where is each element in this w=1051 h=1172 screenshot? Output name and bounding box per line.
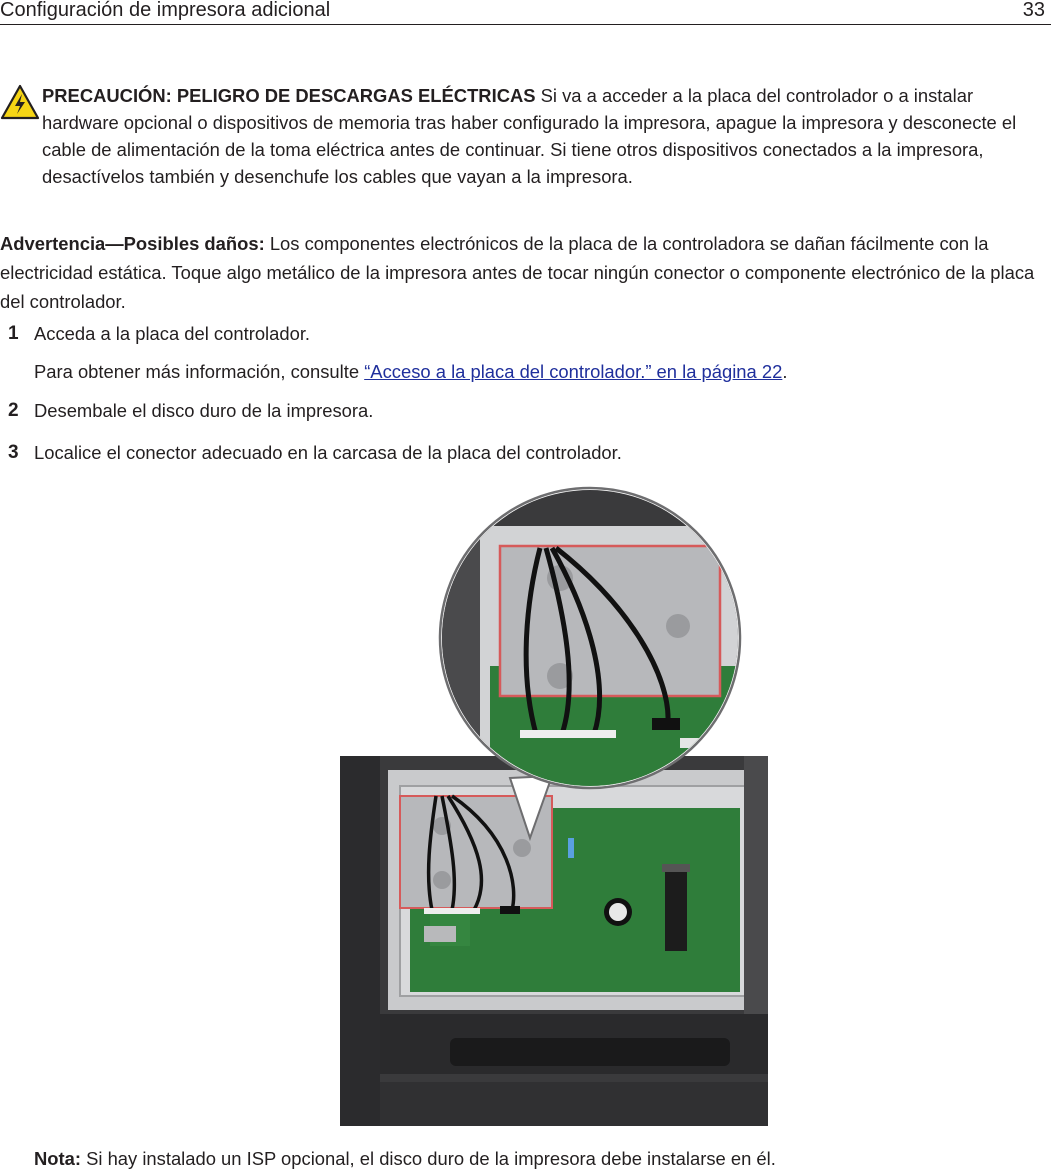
step-number: 3 xyxy=(8,442,19,463)
caution-text xyxy=(42,82,1040,190)
step-text: Acceda a la placa del controlador. xyxy=(34,323,311,344)
warning-label: Advertencia—Posibles daños: xyxy=(0,233,265,254)
step-1-detail-suffix: . xyxy=(782,361,788,382)
magnified-detail xyxy=(440,486,740,796)
caution-label: PRECAUCIÓN: PELIGRO DE DESCARGAS ELÉCTRICAS xyxy=(42,85,536,106)
header-title: Configuración de impresora adicional xyxy=(0,0,331,21)
warning-body: Los componentes electrónicos de la placa de la controladora se dañan fácilmente con la electricidad estática. Toque algo metálico de la impresora antes de tocar ningún conector o componente electrónico de la placa del controlador. xyxy=(0,233,1035,312)
step-1-detail xyxy=(34,359,787,385)
page-header xyxy=(0,0,1051,25)
caution-body: Si va a acceder a la placa del controlador o a instalar hardware opcional o dispositivos de memoria tras haber configurado la impresora, apague la impresora y desconecte el cable de alimentación de la toma eléctrica antes de continuar. Si tiene otros dispositivos conectados a la impresora, desactívelos también y desenchufe los cables que vayan a la impresora. xyxy=(42,85,1017,187)
electric-hazard-warning-icon xyxy=(0,84,40,120)
step-1-detail-prefix: Para obtener más información, consulte xyxy=(34,361,365,382)
caution-block xyxy=(0,82,1040,190)
note-label: Nota: xyxy=(34,1148,81,1169)
printer-body xyxy=(340,756,768,1126)
note-text: Si hay instalado un ISP opcional, el disco duro de la impresora debe instalarse en él. xyxy=(81,1148,776,1169)
step-text: Localice el conector adecuado en la carcasa de la placa del controlador. xyxy=(34,442,622,463)
note xyxy=(34,1146,776,1172)
controller-board-access-link[interactable]: “Acceso a la placa del controlador.” en la página 22 xyxy=(364,361,783,382)
step-number: 1 xyxy=(8,323,19,344)
step-text: Desembale el disco duro de la impresora. xyxy=(34,400,374,421)
controller-board-illustration xyxy=(340,486,770,1126)
warning-block xyxy=(0,229,1040,316)
page-number: 33 xyxy=(1022,0,1045,21)
step-number: 2 xyxy=(8,400,19,421)
